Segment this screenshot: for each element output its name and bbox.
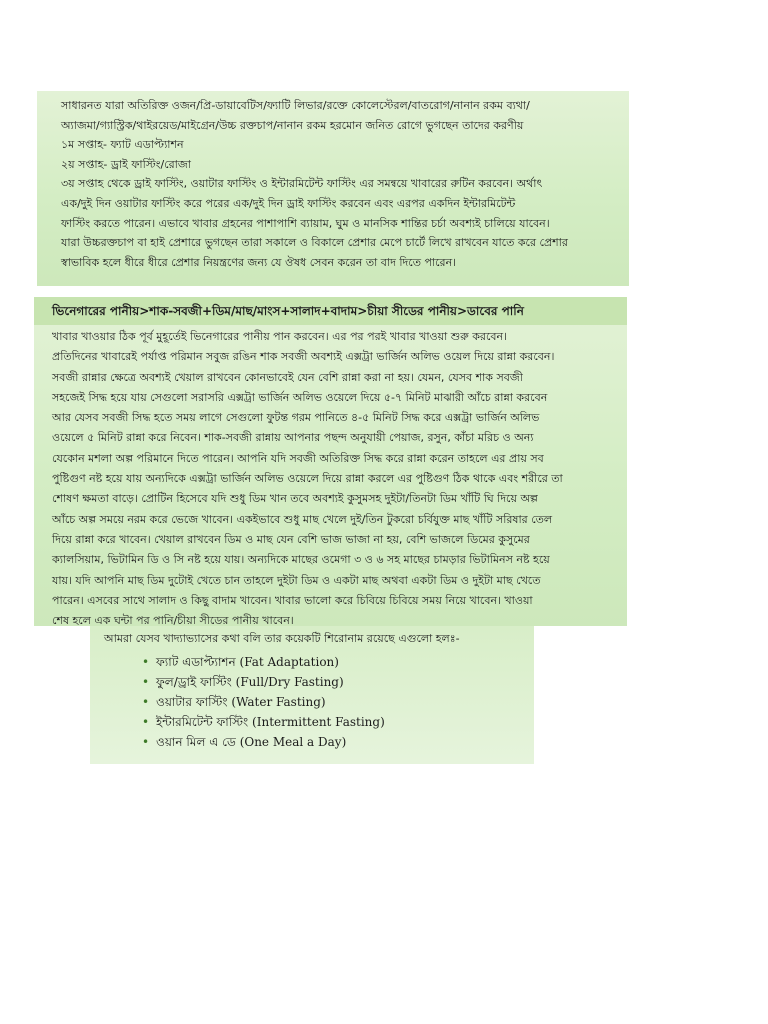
text-line: স্বাভাবিক হলে ধীরে ধীরে প্রেশার নিয়ন্ত্রণের জন্য যে ঔষধ সেবন করেন তা বাদ দিতে পারেন। [61,255,457,269]
text-line: প্রতিদিনের খাবারেই পর্যাপ্ত পরিমান সবুজ রঙিন শাক সবজী অবশ্যই এক্সট্রা ভার্জিন অলিভ ওয়েল দিয়ে রান্না করবেন। [52,350,555,364]
text-line: ক্যালসিয়াম, ভিটামিন ডি ও সি নষ্ট হয়ে যায়। অন্যদিকে মাছের ওমেগা ৩ ও ৬ সহ মাছের চামড়ার ভিটামিনস নষ্ট হয়ে [52,553,550,567]
bullet-icon: • [142,695,150,709]
text-line: সবজী রান্নার ক্ষেত্রে অবশ্যই খেয়াল রাখবেন কোনভাবেই যেন বেশি রান্না করা না হয়। যেমন, যেসব শাক সবজী [52,370,523,384]
text-line: অ্যাজমা/গ্যাস্ট্রিক/থাইরয়েড/মাইগ্রেন/উচ্চ রক্তচাপ/নানান রকম হরমোন জনিত রোগে ভুগছেন তাদের করণীয় [61,118,524,132]
item-en: (One Meal a Day) [239,735,347,749]
meal-order-panel [34,297,627,626]
list-item [142,652,524,672]
text-line: ১ম সপ্তাহ- ফ্যাট এডাপ্ট্যাশন [61,138,184,152]
text-line: ওয়েলে ৫ মিনিট রান্না করে নিবেন। শাক-সবজী রান্নায় আপনার পছন্দ অনুযায়ী পেয়াজ, রসুন, কাঁচা মরিচ ও অন্য [52,431,534,445]
text-line: যেকোন মশলা অল্প পরিমানে দিতে পারেন। আপনি যদি সবজী অতিরিক্ত সিদ্ধ করে রান্না করেন তাহলে এর প্রায় সব [52,451,544,465]
text-line: পুষ্টিগুণ নষ্ট হয়ে যায় অন্যদিকে এক্সট্রা ভার্জিন অলিভ ওয়েলে দিয়ে রান্না করলে এর পুষ্টিগুণ ঠিক থাকে এবং শরীরে তা [52,472,563,486]
text-line: যারা উচ্চরক্তচাপ বা হাই প্রেশারে ভুগছেন তারা সকালে ও বিকালে প্রেশার মেপে চার্টে লিখে রাখবেন যাতে করে প্রেশার [61,236,568,250]
text-line: এক/দুই দিন ওয়াটার ফাস্টিং করে পরের এক/দুই দিন ড্রাই ফাস্টিং করবেন এবং এরপর একদিন ইন্টারমিটেন্ট [61,196,516,210]
item-en: (Full/Dry Fasting) [235,675,344,689]
item-bn: ওয়ান মিল এ ডে [156,735,236,749]
text-line: ৩য় সপ্তাহ থেকে ড্রাই ফাস্টিং, ওয়াটার ফাস্টিং ও ইন্টারমিটেন্ট ফাস্টিং এর সমন্বয়ে খাবারের রুটিন করবেন। অর্থাৎ [61,177,543,191]
text-line: খাবার খাওয়ার ঠিক পূর্ব মুহূর্তেই ভিনেগারের পানীয় পান করবেন। এর পর পরই খাবার খাওয়া শুরু করবেন। [52,330,507,343]
list-item [142,712,524,732]
item-bn: ওয়াটার ফাস্টিং [156,695,228,709]
text-line: যায়। যদি আপনি মাছ ডিম দুটোই খেতে চান তাহলে দুইটা ডিম ও একটা মাছ অথবা একটা ডিম ও দুইটা মাছ খেতে [52,573,541,587]
item-bn: ইন্টারমিটেন্ট ফাস্টিং [156,715,249,729]
text-line: ফাস্টিং করতে পারেন। এভাবে খাবার গ্রহনের পাশাপাশি ব্যায়াম, ঘুম ও মানসিক শান্তির চর্চা অবশ্যই চালিয়ে যাবেন। [61,216,550,230]
diet-types-list [104,652,524,752]
text-line: পারেন। এসবের সাথে সালাদ ও কিছু বাদাম খাবেন। খাবার ভালো করে চিবিয়ে চিবিয়ে সময় নিয়ে খাবেন। খাওয়া [52,593,533,607]
list-item [142,672,524,692]
text-line: সাধারনত যারা অতিরিক্ত ওজন/প্রি-ডায়াবেটিস/ফ্যাটি লিভার/রক্তে কোলেস্টেরল/বাতরোগ/নানান রকম ব্যথা/ [61,99,530,112]
bullet-icon: • [142,675,150,689]
text-line: শোষণ ক্ষমতা বাড়ে। প্রোটিন হিসেবে যদি শুধু ডিম খান তবে অবশ্যই কুসুমসহ দুইটা/তিনটা ডিম খাঁটি ঘি দিয়ে অল্প [52,492,538,506]
bullet-icon: • [142,735,150,749]
bullet-icon: • [142,655,150,669]
list-item [142,692,524,712]
item-bn: ফ্যাট এডাপ্ট্যাশন [156,655,236,669]
item-en: (Water Fasting) [231,695,326,709]
item-en: (Fat Adaptation) [239,655,339,669]
health-routine-panel [37,91,629,286]
text-line: আর যেসব সবজী সিদ্ধ হতে সময় লাগে সেগুলো ফুটন্ত গরম পানিতে ৪-৫ মিনিট সিদ্ধ করে এক্সট্রা ভার্জিন অলিভ [52,411,540,425]
item-bn: ফুল/ড্রাই ফাস্টিং [156,675,232,689]
text-line: শেষ হলে এক ঘন্টা পর পানি/চীয়া সীডের পানীয় খাবেন। [52,614,294,626]
diet-types-intro: আমরা যেসব খাদ্যাভ্যাসের কথা বলি তার কয়েকটি শিরোনাম রয়েছে এগুলো হলঃ- [104,632,460,645]
text-line: দিয়ে রান্না করে খাবেন। খেয়াল রাখবেন ডিম ও মাছ যেন বেশি ভাজ ভাজা না হয়, বেশি ভাজলে ডিমের কুসুমের [52,532,530,546]
item-en: (Intermittent Fasting) [252,715,385,729]
bullet-icon: • [142,715,150,729]
meal-order-heading: ভিনেগারের পানীয়>শাক-সবজী+ডিম/মাছ/মাংস+সালাদ+বাদাম>চীয়া সীডের পানীয়>ডাবের পানি [34,297,627,325]
list-item [142,732,524,752]
text-line: ২য় সপ্তাহ- ড্রাই ফাস্টিং/রোজা [61,157,191,171]
text-line: আঁচে অল্প সময়ে নরম করে ভেজে খাবেন। একইভাবে শুধু মাছ খেলে দুই/তিন টুকরো চর্বিযুক্ত মাছ খাঁটি সরিষার তেল [52,512,553,526]
diet-types-panel [90,626,534,764]
text-line: সহজেই সিদ্ধ হয়ে যায় সেগুলো সরাসরি এক্সট্রা ভার্জিন অলিভ ওয়েলে দিয়ে ৫-৭ মিনিট মাঝারী আঁচে রান্না করবেন [52,390,548,404]
